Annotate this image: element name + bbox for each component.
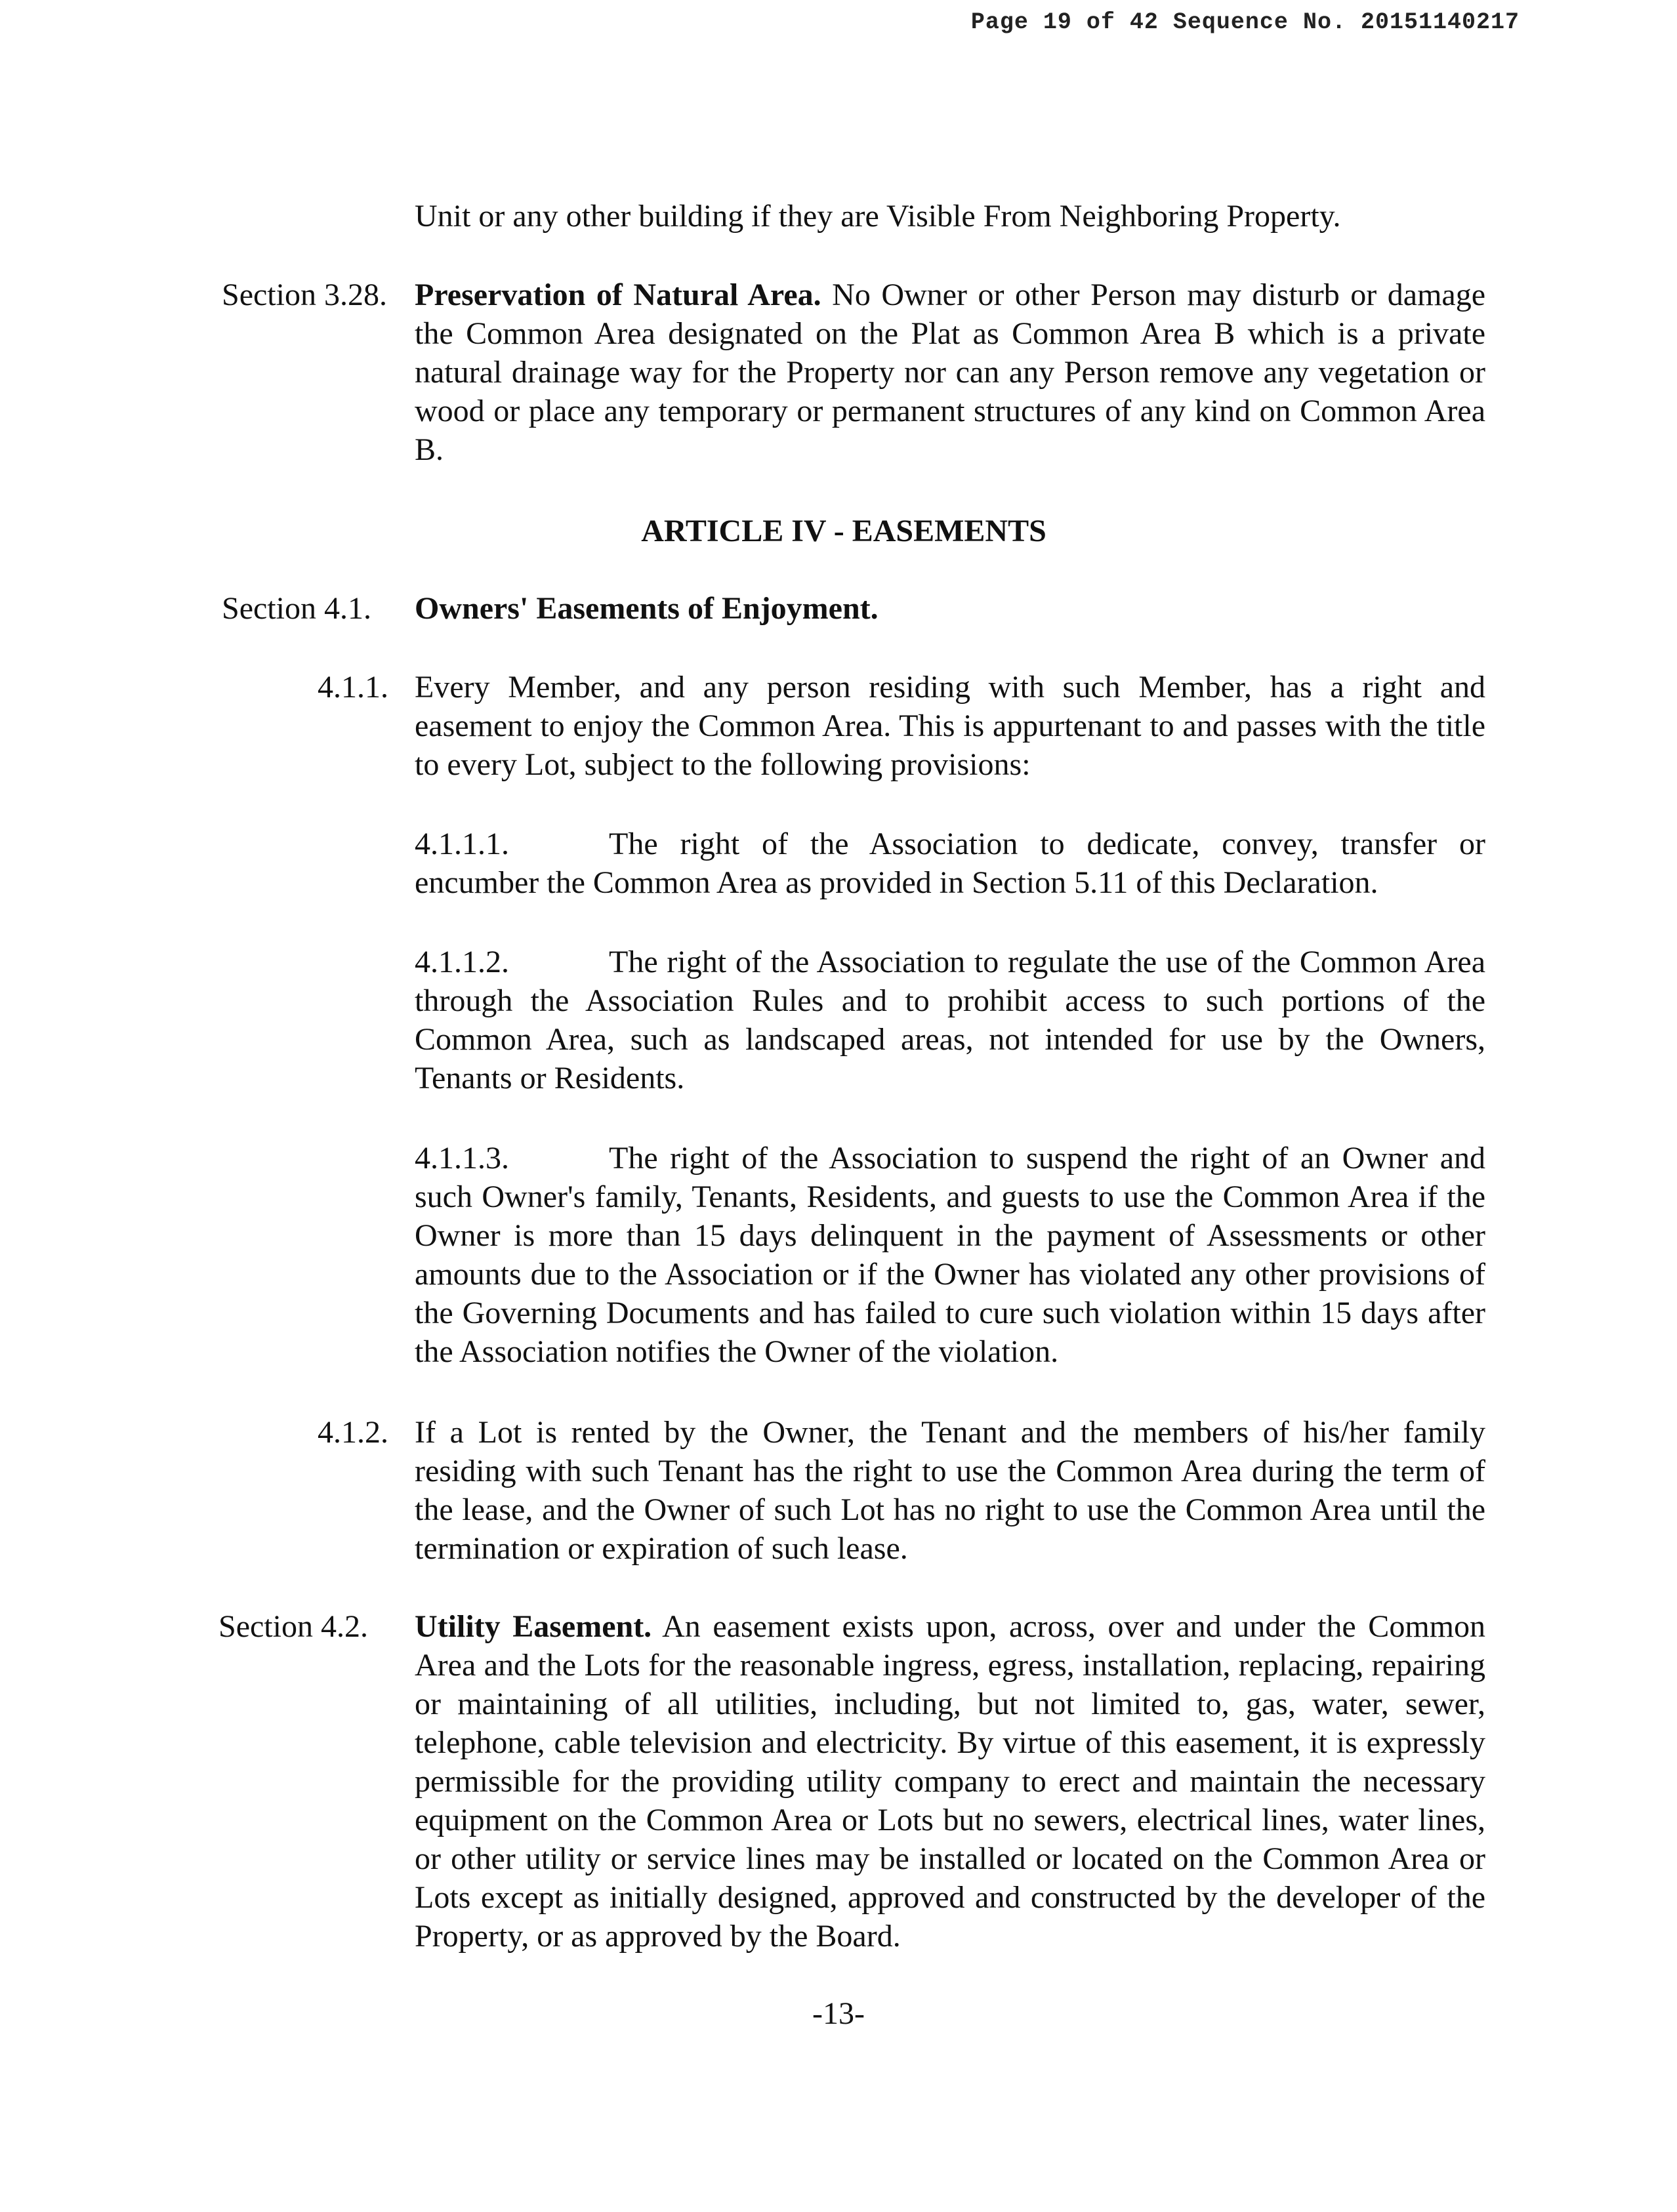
item-4-1-1-3 xyxy=(415,1139,1485,1371)
page-number: -13- xyxy=(812,1996,865,2031)
item-4-1-1-2-number: 4.1.1.2. xyxy=(415,945,509,979)
item-4-1-1-2-text: The right of the Association to regulate the use of the Common Area through the Association Rules and to prohibit access to such portions of the Common Area, such as landscaped areas, not intended for use by the Owners, Tenants or Residents. xyxy=(415,945,1485,1096)
item-4-1-1-number: 4.1.1. xyxy=(318,670,388,705)
section-3-28-title: Preservation of Natural Area. xyxy=(415,277,821,312)
section-4-1-label: Section 4.1. xyxy=(222,591,371,626)
page-sequence-stamp: Page 19 of 42 Sequence No. 20151140217 xyxy=(970,9,1520,35)
section-3-28-label: Section 3.28. xyxy=(222,277,387,312)
item-4-1-1-3-number: 4.1.1.3. xyxy=(415,1141,509,1176)
section-4-1-title: Owners' Easements of Enjoyment. xyxy=(415,591,879,626)
item-4-1-1-2 xyxy=(415,943,1485,1097)
carryover-text: Unit or any other building if they are Visible From Neighboring Property. xyxy=(415,199,1341,234)
article-heading xyxy=(0,512,1677,550)
item-4-1-1-1-number: 4.1.1.1. xyxy=(415,827,509,861)
item-4-1-2-number: 4.1.2. xyxy=(318,1415,388,1450)
item-4-1-2-text: If a Lot is rented by the Owner, the Tenant and the members of his/her family residing with such Tenant has the right to use the Common Area during the term of the lease, and the Owner of such Lot has no right to use the Common Area until the termination or expiration of such lease. xyxy=(415,1415,1485,1566)
section-4-2-text: An easement exists upon, across, over and under the Common Area and the Lots for the reasonable ingress, egress, installation, replacing, repairing or maintaining of all utilities, including, but not limited to, gas, water, sewer, telephone, cable television and electricity. By virtue of this easement, it is expressly permissible for the providing utility company to erect and maintain the necessary equipment on the Common Area or Lots but no sewers, electrical lines, water lines, or other utility or service lines may be installed or located on the Common Area or Lots except as initially designed, approved and constructed by the developer of the Property, or as approved by the Board. xyxy=(415,1609,1485,1954)
section-4-2-label: Section 4.2. xyxy=(218,1609,368,1644)
item-4-1-1-3-text: The right of the Association to suspend the right of an Owner and such Owner's family, Tenants, Residents, and guests to use the Common Area if the Owner is more than 15 days delinquent in the payment of Assessments or other amounts due to the Association or if the Owner has violated any other provisions of the Governing Documents and has failed to cure such violation within 15 days after the Association notifies the Owner of the violation. xyxy=(415,1141,1485,1369)
section-4-1-body xyxy=(415,589,1485,628)
item-4-1-1-1-text: The right of the Association to dedicate, convey, transfer or encumber the Common Area as provided in Section 5.11 of this Declaration. xyxy=(415,827,1485,900)
section-3-28-text: No Owner or other Person may disturb or damage the Common Area designated on the Plat as Common Area B which is a private natural drainage way for the Property nor can any Person remove any vegetation or wood or place any temporary or permanent structures of any kind on Common Area B. xyxy=(415,277,1486,467)
item-4-1-1-1 xyxy=(415,825,1485,902)
section-4-2-title: Utility Easement. xyxy=(415,1609,652,1644)
section-4-2-body xyxy=(415,1607,1485,1956)
item-4-1-1-text: Every Member, and any person residing with such Member, has a right and easement to enjoy the Common Area. This is appurtenant to and passes with the title to every Lot, subject to the following provisions: xyxy=(415,670,1485,782)
article-heading-text: ARTICLE IV - EASEMENTS xyxy=(641,514,1046,548)
section-3-28-body xyxy=(415,276,1485,469)
